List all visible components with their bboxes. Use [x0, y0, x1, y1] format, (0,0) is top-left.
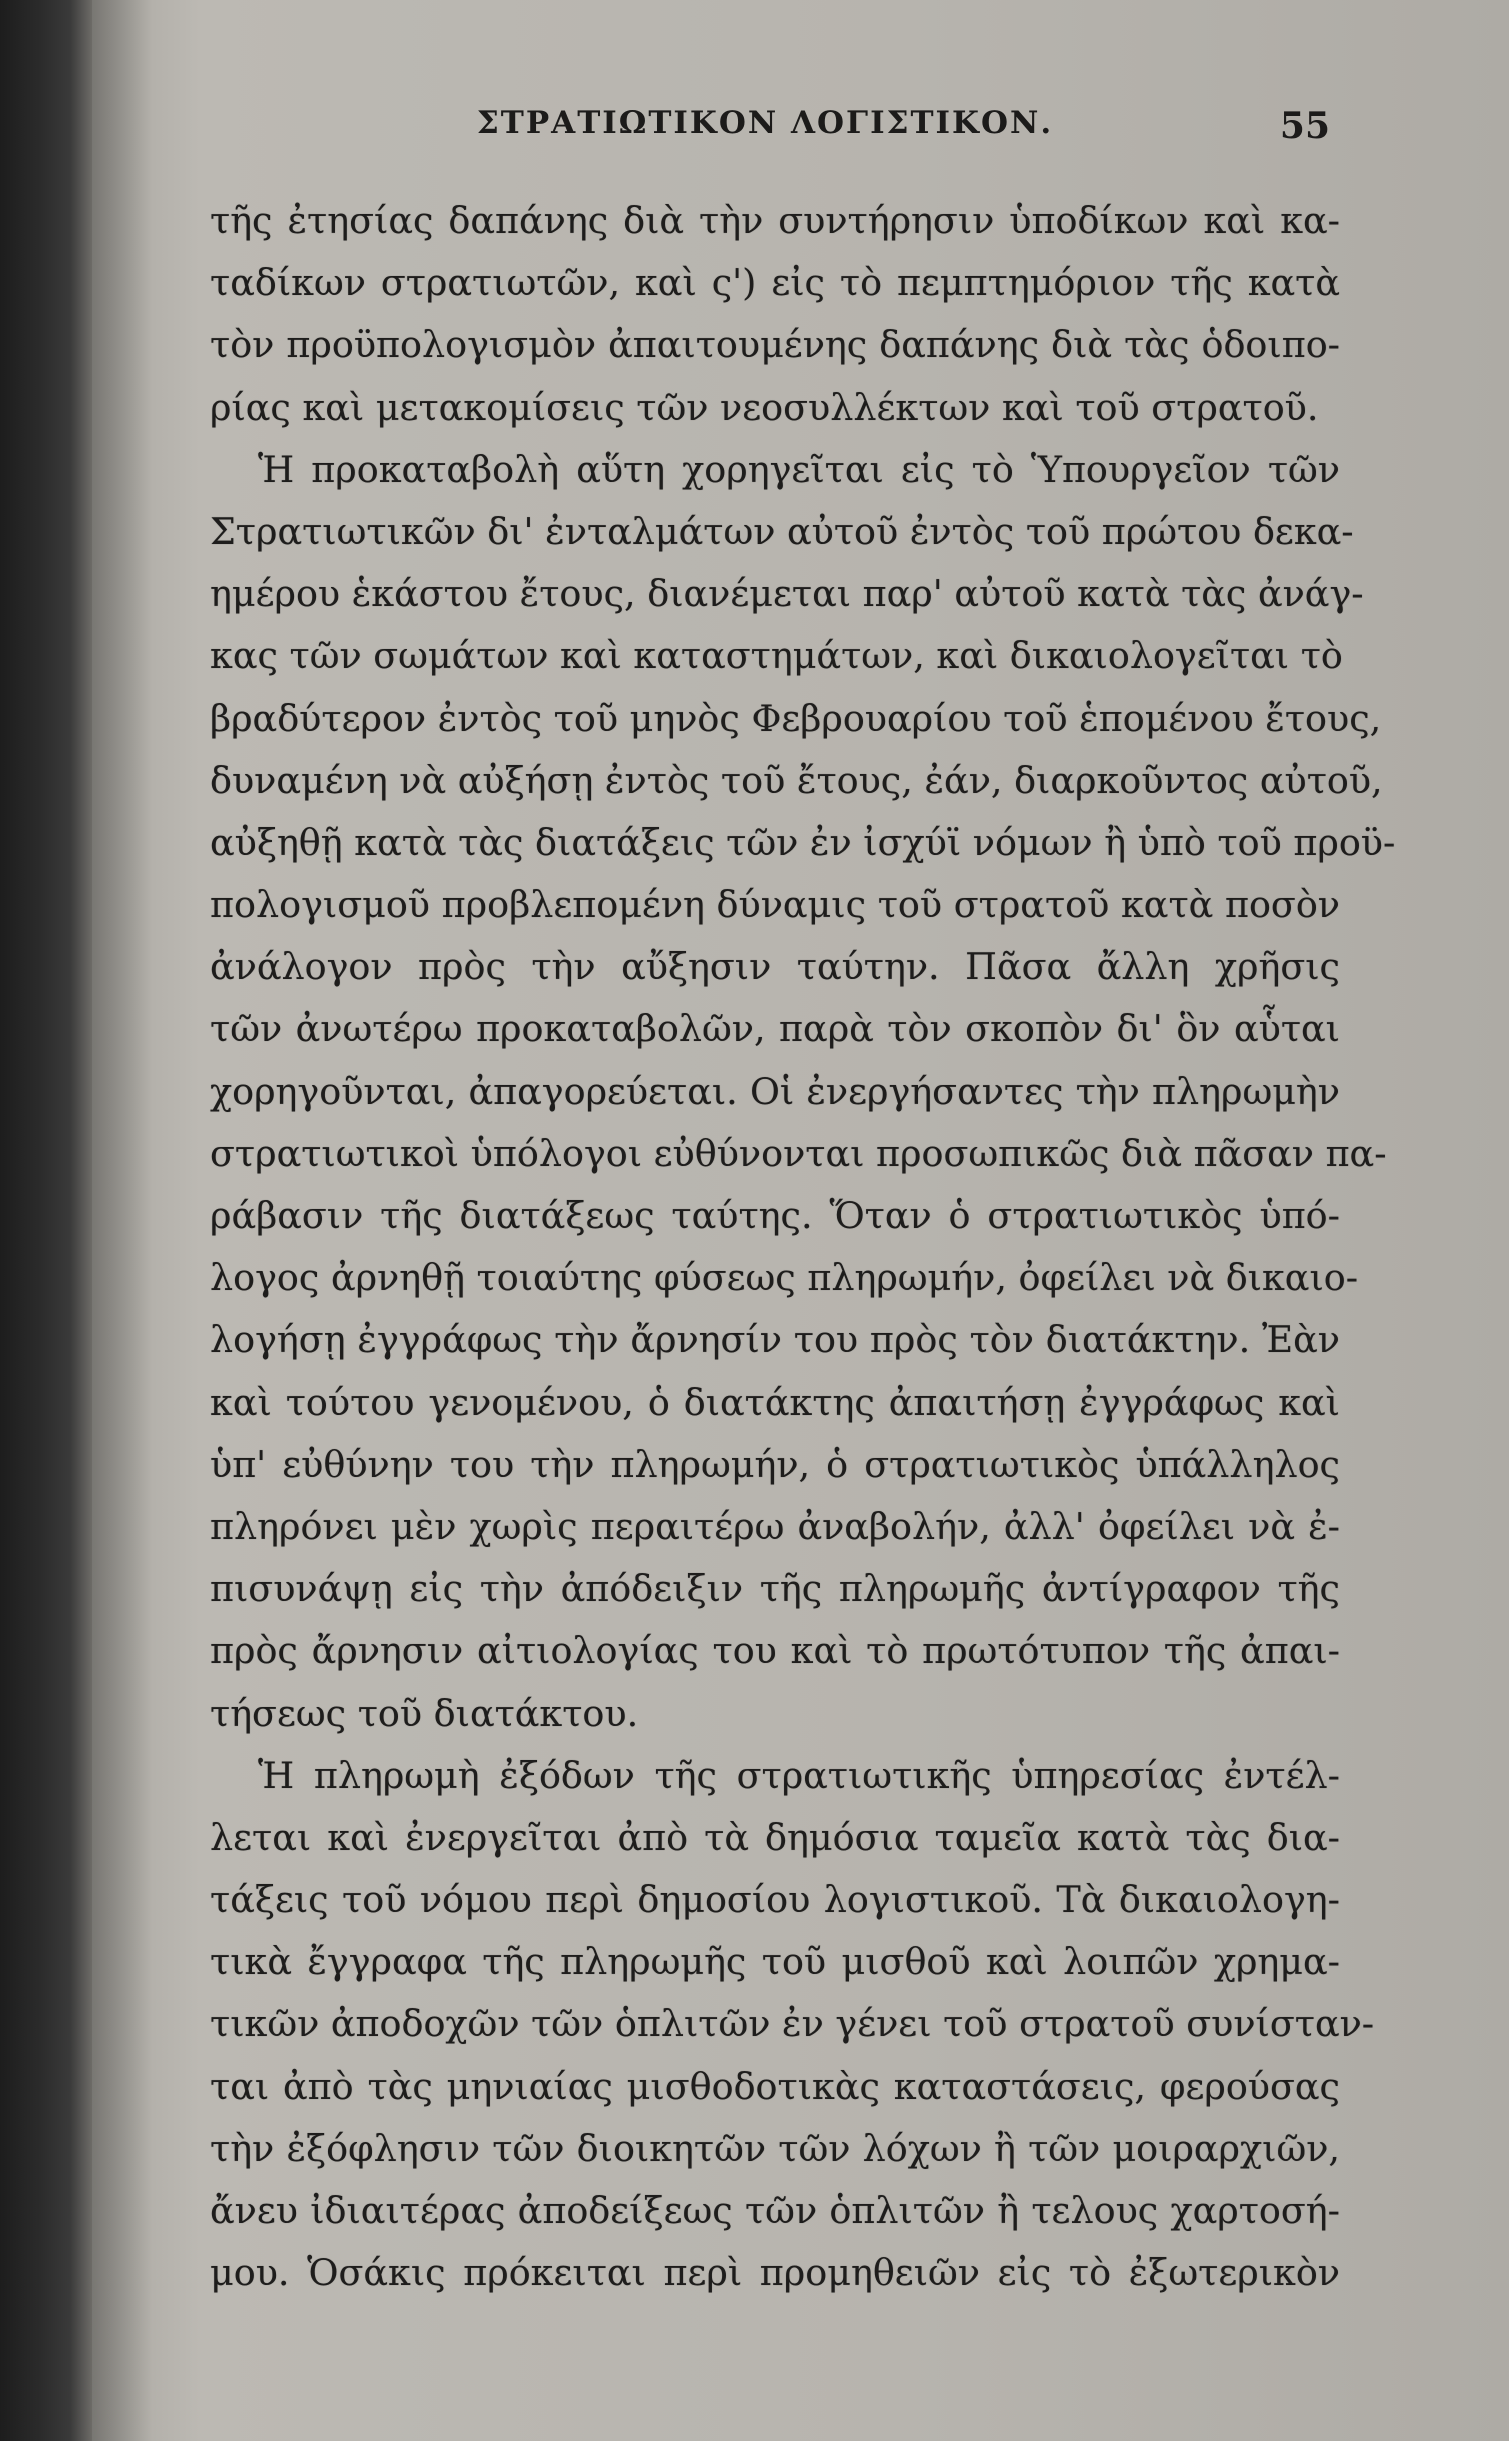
text-line: τάξεις τοῦ νόμου περὶ δημοσίου λογιστικοῦ. Τὰ δικαιολογη-	[210, 1878, 1340, 1922]
text-line: αὐξηθῇ κατὰ τὰς διατάξεις τῶν ἐν ἰσχύϊ νόμων ἢ ὑπὸ τοῦ προϋ-	[210, 820, 1396, 864]
text-line: λογήσῃ ἐγγράφως τὴν ἄρνησίν του πρὸς τὸν διατάκτην. Ἐὰν	[210, 1318, 1340, 1362]
text-line: δυναμένη νὰ αὐξήσῃ ἐντὸς τοῦ ἔτους, ἐάν, διαρκοῦντος αὐτοῦ,	[210, 758, 1383, 802]
body-text	[210, 190, 1396, 2304]
text-line: καὶ τούτου γενομένου, ὁ διατάκτης ἀπαιτήσῃ ἐγγράφως καὶ	[210, 1380, 1340, 1424]
text-line: Ἡ προκαταβολὴ αὕτη χορηγεῖται εἰς τὸ Ὑπουργεῖον τῶν	[258, 447, 1340, 491]
text-line: τῆς ἐτησίας δαπάνης διὰ τὴν συντήρησιν ὑποδίκων καὶ κα-	[210, 199, 1340, 242]
text-line: πισυνάψῃ εἰς τὴν ἀπόδειξιν τῆς πληρωμῆς ἀντίγραφον τῆς	[210, 1567, 1340, 1611]
running-title: ΣΤΡΑΤΙΩΤΙΚΟΝ ΛΟΓΙΣΤΙΚΟΝ.	[476, 105, 1054, 141]
text-line: κας τῶν σωμάτων καὶ καταστημάτων, καὶ δικαιολογεῖται τὸ	[210, 634, 1343, 678]
text-line: ἀνάλογον πρὸς τὴν αὔξησιν ταύτην. Πᾶσα ἄλλη χρῆσις	[210, 945, 1340, 989]
text-line: ὑπ' εὐθύνην του τὴν πληρωμήν, ὁ στρατιωτικὸς ὑπάλληλος	[210, 1442, 1340, 1486]
text-line: ἄνευ ἰδιαιτέρας ἀποδείξεως τῶν ὁπλιτῶν ἢ τελους χαρτοσή-	[210, 2189, 1340, 2232]
text-line: ρίας καὶ μετακομίσεις τῶν νεοσυλλέκτων καὶ τοῦ στρατοῦ.	[210, 385, 1319, 429]
text-line: πληρόνει μὲν χωρὶς περαιτέρω ἀναβολήν, ἀλλ' ὀφείλει νὰ ἐ-	[210, 1504, 1340, 1548]
text-line: ημέρου ἑκάστου ἔτους, διανέμεται παρ' αὐτοῦ κατὰ τὰς ἀνάγ-	[210, 572, 1364, 616]
text-line: τικῶν ἀποδοχῶν τῶν ὁπλιτῶν ἐν γένει τοῦ στρατοῦ συνίσταν-	[210, 2002, 1375, 2046]
text-line: χορηγοῦνται, ἀπαγορεύεται. Οἱ ἐνεργήσαντες τὴν πληρωμὴν	[210, 1069, 1340, 1113]
text-line: λεται καὶ ἐνεργεῖται ἀπὸ τὰ δημόσια ταμεῖα κατὰ τὰς δια-	[210, 1815, 1340, 1859]
text-line: Στρατιωτικῶν δι' ἐνταλμάτων αὐτοῦ ἐντὸς τοῦ πρώτου δεκα-	[210, 509, 1354, 553]
text-line: πρὸς ἄρνησιν αἰτιολογίας του καὶ τὸ πρωτότυπον τῆς ἀπαι-	[210, 1629, 1340, 1673]
text-line: τὸν προϋπολογισμὸν ἀπαιτουμένης δαπάνης διὰ τὰς ὁδοιπο-	[210, 323, 1340, 367]
text-line: τῶν ἀνωτέρω προκαταβολῶν, παρὰ τὸν σκοπὸν δι' ὃν αὗται	[210, 1007, 1340, 1051]
text-line: ταδίκων στρατιωτῶν, καὶ ς') εἰς τὸ πεμπτημόριον τῆς κατὰ	[210, 261, 1340, 305]
gutter-shadow	[92, 0, 152, 2441]
page-number: 55	[1279, 105, 1330, 147]
text-line: βραδύτερον ἐντὸς τοῦ μηνὸς Φεβρουαρίου τοῦ ἑπομένου ἔτους,	[210, 696, 1382, 740]
text-line: στρατιωτικοὶ ὑπόλογοι εὐθύνονται προσωπικῶς διὰ πᾶσαν πα-	[210, 1131, 1387, 1175]
text-line: Ἡ πληρωμὴ ἐξόδων τῆς στρατιωτικῆς ὑπηρεσίας ἐντέλ-	[258, 1753, 1340, 1797]
page-header	[200, 105, 1330, 165]
text-line: τήσεως τοῦ διατάκτου.	[210, 1691, 639, 1735]
book-spine-shadow	[0, 0, 92, 2441]
text-line: ράβασιν τῆς διατάξεως ταύτης. Ὅταν ὁ στρατιωτικὸς ὑπό-	[210, 1194, 1340, 1237]
text-line: τικὰ ἔγγραφα τῆς πληρωμῆς τοῦ μισθοῦ καὶ λοιπῶν χρημα-	[210, 1940, 1340, 1984]
text-line: πολογισμοῦ προβλεπομένη δύναμις τοῦ στρατοῦ κατὰ ποσὸν	[210, 883, 1340, 927]
text-line: ται ἀπὸ τὰς μηνιαίας μισθοδοτικὰς καταστάσεις, φερούσας	[210, 2064, 1340, 2108]
text-line: λογος ἀρνηθῇ τοιαύτης φύσεως πληρωμήν, ὀφείλει νὰ δικαιο-	[210, 1256, 1359, 1300]
text-line: τὴν ἐξόφλησιν τῶν διοικητῶν τῶν λόχων ἢ τῶν μοιραρχιῶν,	[210, 2126, 1340, 2170]
text-line: μου. Ὁσάκις πρόκειται περὶ προμηθειῶν εἰς τὸ ἐξωτερικὸν	[210, 2251, 1340, 2295]
